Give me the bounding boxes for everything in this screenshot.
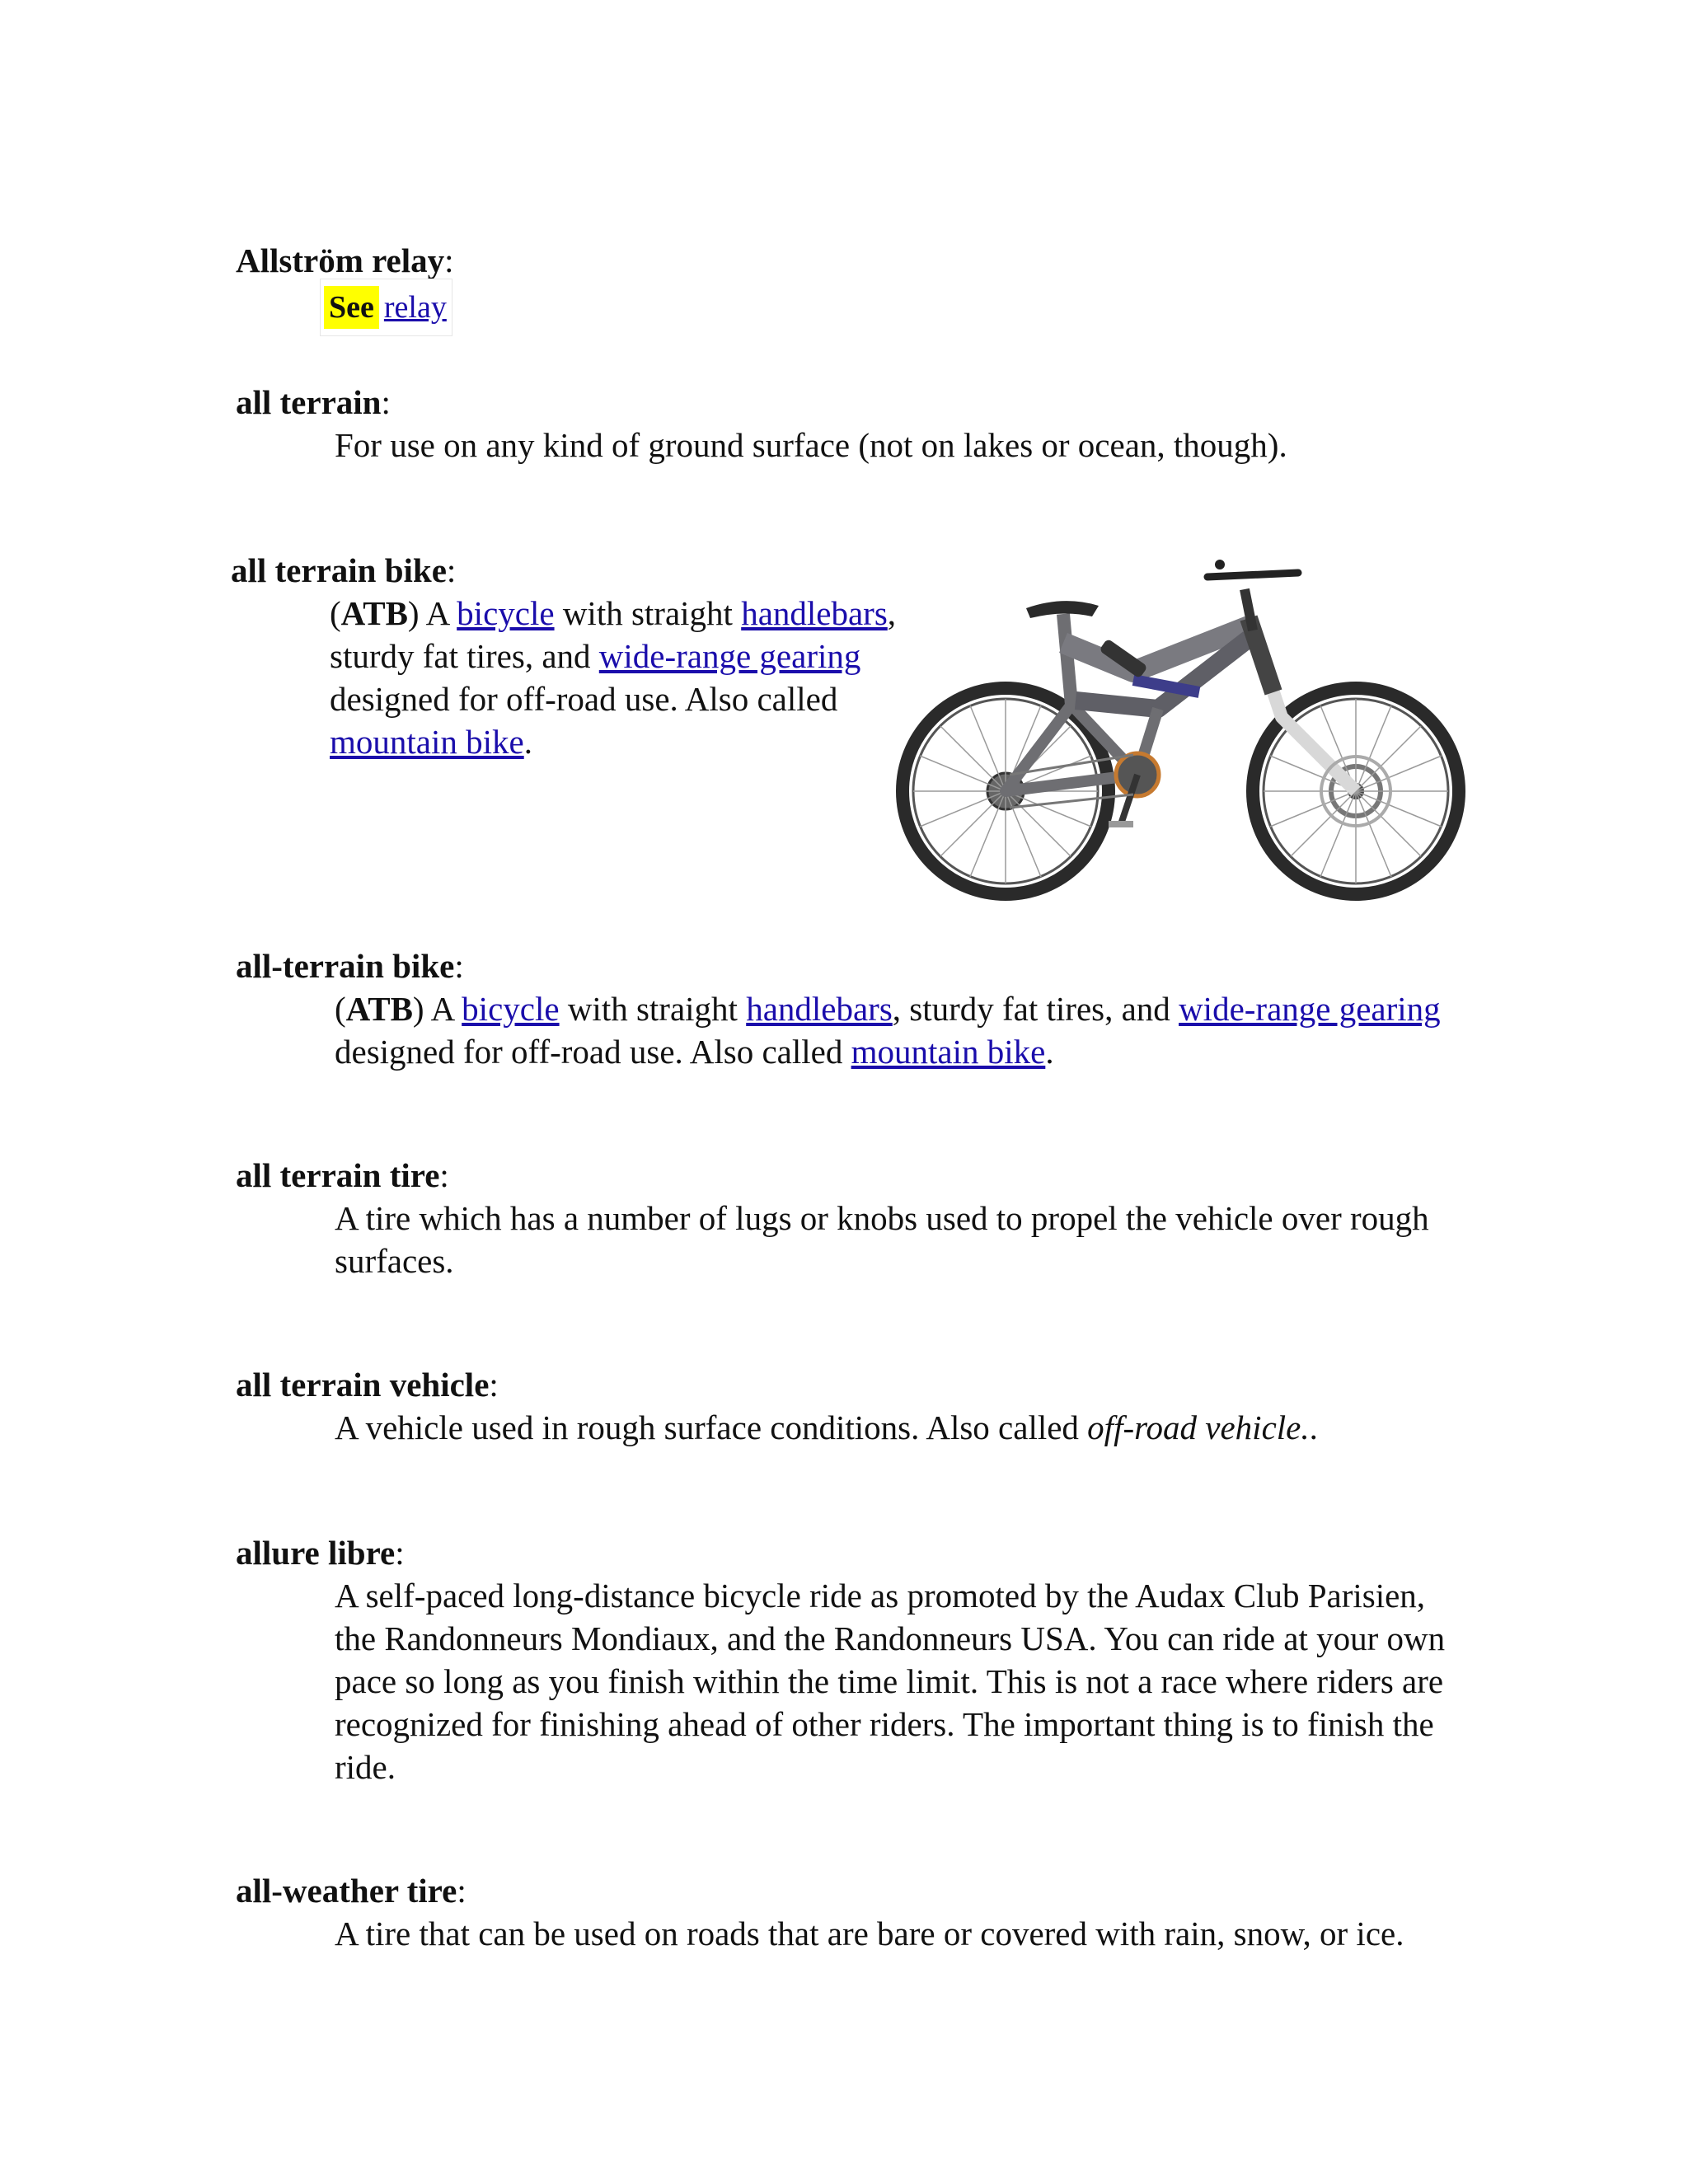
link-relay[interactable]: relay — [383, 290, 447, 325]
definition-all-terrain-vehicle — [335, 1406, 1538, 1449]
term-all-terrain-vehicle — [236, 1363, 499, 1406]
term-colon: : — [454, 947, 464, 985]
text-fragment: ) A — [407, 594, 457, 632]
definition-text: A vehicle used in rough surface conditions. Also called — [335, 1408, 1088, 1446]
term-text: all terrain — [236, 383, 382, 421]
definition-all-weather-tire — [335, 1912, 1472, 1955]
abbreviation: ATB — [340, 594, 408, 632]
link-wide-range-gearing[interactable]: wide-range gearing — [1179, 990, 1441, 1028]
term-allstrom-relay — [236, 239, 454, 282]
term-text: all terrain vehicle — [236, 1366, 490, 1404]
see-label: See — [324, 286, 379, 329]
link-mountain-bike[interactable]: mountain bike — [851, 1033, 1046, 1071]
text-fragment: ( — [330, 594, 341, 632]
definition-all-terrain — [335, 424, 1538, 466]
text-fragment: , sturdy fat tires, and — [330, 594, 897, 675]
text-fragment: . — [523, 723, 532, 761]
term-all-weather-tire — [236, 1869, 467, 1912]
text-fragment: designed for off-road use. Also called — [335, 1033, 851, 1071]
text-fragment: . — [1309, 1408, 1318, 1446]
text-fragment: ( — [335, 990, 346, 1028]
term-text: Allström relay — [236, 241, 445, 279]
text-fragment: with straight — [554, 594, 742, 632]
term-text: all terrain bike — [231, 551, 447, 589]
term-text: all terrain tire — [236, 1156, 440, 1194]
definition-text: A tire which has a number of lugs or knobs used to propel the vehicle over rough surfaces. — [335, 1199, 1429, 1280]
mountain-bike-illustration — [886, 527, 1479, 907]
term-colon: : — [457, 1872, 467, 1910]
term-all-terrain-tire — [236, 1154, 449, 1197]
term-text: all-weather tire — [236, 1872, 457, 1910]
term-text: all-terrain bike — [236, 947, 455, 985]
definition-text: A self-paced long-distance bicycle ride as promoted by the Audax Club Parisien, the Randonneurs Mondiaux, and the Randonneurs USA. You can ride at your own pace so long as you finish within the time limit. This is not a race where riders are recognized for finishing ahead of other riders. The important thing is to finish the ride. — [335, 1577, 1446, 1786]
link-bicycle[interactable]: bicycle — [457, 594, 555, 632]
text-fragment: . — [1045, 1033, 1054, 1071]
term-colon: : — [395, 1534, 405, 1572]
text-fragment: with straight — [559, 990, 747, 1028]
link-handlebars[interactable]: handlebars — [741, 594, 888, 632]
term-colon: : — [381, 383, 391, 421]
definition-text: For use on any kind of ground surface (not on lakes or ocean, though). — [335, 426, 1287, 464]
mountain-bike-image — [886, 527, 1479, 907]
term-colon: : — [446, 551, 457, 589]
link-bicycle[interactable]: bicycle — [462, 990, 560, 1028]
term-colon: : — [489, 1366, 499, 1404]
term-colon: : — [444, 241, 454, 279]
see-reference — [320, 279, 452, 336]
link-mountain-bike[interactable]: mountain bike — [330, 723, 524, 761]
definition-all-terrain-bike-hyphen — [335, 987, 1456, 1073]
term-all-terrain — [236, 381, 391, 424]
text-fragment: designed for off-road use. Also called — [330, 680, 838, 718]
definition-text: A tire that can be used on roads that are bare or covered with rain, snow, or ice. — [335, 1915, 1404, 1952]
term-text: allure libre — [236, 1534, 396, 1572]
term-colon: : — [439, 1156, 449, 1194]
link-handlebars[interactable]: handlebars — [746, 990, 893, 1028]
italic-term: off-road vehicle. — [1087, 1408, 1310, 1446]
definition-all-terrain-bike — [330, 592, 898, 763]
link-wide-range-gearing[interactable]: wide-range gearing — [598, 637, 861, 675]
text-fragment: , sturdy fat tires, and — [892, 990, 1179, 1028]
term-all-terrain-bike-hyphen — [236, 944, 464, 987]
term-allure-libre — [236, 1531, 405, 1574]
text-fragment: ) A — [412, 990, 462, 1028]
abbreviation: ATB — [345, 990, 413, 1028]
definition-allure-libre — [335, 1574, 1472, 1788]
term-all-terrain-bike — [231, 549, 456, 592]
definition-all-terrain-tire — [335, 1197, 1472, 1282]
